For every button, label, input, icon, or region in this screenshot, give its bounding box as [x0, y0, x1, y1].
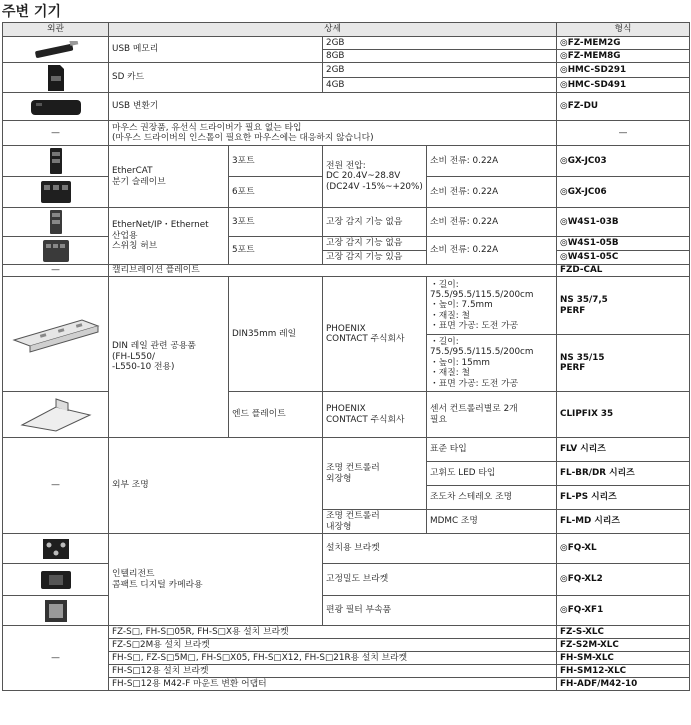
polarizing-filter-image — [3, 596, 109, 626]
table-row — [3, 93, 690, 121]
usb-memory-option: 2GB — [323, 37, 557, 50]
table-row — [3, 63, 690, 78]
mouse-image: — — [3, 121, 109, 146]
switching-hub-fault: 고장 감지 기능 없음 — [323, 237, 427, 251]
usb-memory-image — [3, 37, 109, 63]
model-cell: ◎FQ-XF1 — [557, 596, 690, 626]
camera-bracket: 편광 필터 부속품 — [323, 596, 557, 626]
table-row — [3, 208, 690, 237]
table-row — [3, 121, 690, 146]
table-row — [3, 237, 690, 251]
model-cell: ◎FZ-DU — [557, 93, 690, 121]
switching-hub-port: 3포트 — [229, 208, 323, 237]
lighting-type: 조도차 스테레오 조명 — [427, 486, 557, 510]
switching-hub-port: 5포트 — [229, 237, 323, 265]
model-cell: ◎W4S1-05B — [557, 237, 690, 251]
bracket-description: FZ-S□, FH-S□05R, FH-S□X용 설치 브라켓 — [109, 626, 557, 639]
end-plate-maker: PHOENIX CONTACT 주식회사 — [323, 392, 427, 438]
ethercat-image — [3, 146, 109, 177]
switching-hub-icon — [46, 209, 66, 235]
lighting-type: MDMC 조명 — [427, 510, 557, 534]
switching-hub-fault: 고장 감지 기능 있음 — [323, 251, 427, 265]
end-plate-type: 엔드 플레이트 — [229, 392, 323, 438]
sd-card-option: 2GB — [323, 63, 557, 78]
din-rail-spec: ・길이: 75.5/95.5/115.5/200cm ・높이: 15mm ・재질: 철 ・표면 가공: 도전 가공 — [427, 335, 557, 392]
model-cell: NS 35/15 PERF — [557, 335, 690, 392]
bracket-description: FZ-S□2M용 설치 브라켓 — [109, 639, 557, 652]
table-row — [3, 392, 690, 438]
model-cell: ◎FQ-XL2 — [557, 564, 690, 596]
lighting-type: 표준 타입 — [427, 438, 557, 462]
model-cell: ◎HMC-SD491 — [557, 78, 690, 93]
usb-memory-name: USB 메모리 — [109, 37, 323, 63]
bracket-description: FH-S□12용 설치 브라켓 — [109, 665, 557, 678]
table-row — [3, 277, 690, 335]
switching-hub-fault: 고장 감지 기능 없음 — [323, 208, 427, 237]
ethercat-image — [3, 177, 109, 208]
usb-memory-icon — [31, 41, 81, 59]
model-cell: FZ-S-XLC — [557, 626, 690, 639]
model-cell: ◎HMC-SD291 — [557, 63, 690, 78]
camera-bracket-image — [3, 564, 109, 596]
din-rail-spec: ・길이: 75.5/95.5/115.5/200cm ・높이: 7.5mm ・재질: 철 ・표면 가공: 도전 가공 — [427, 277, 557, 335]
ethercat-slave-6port-icon — [39, 179, 73, 205]
model-cell: ◎FQ-XL — [557, 534, 690, 564]
lighting-name: 외부 조명 — [109, 438, 323, 534]
switching-hub-image — [3, 237, 109, 265]
table-row — [3, 438, 690, 462]
ethercat-name: EtherCAT 분기 슬레이브 — [109, 146, 229, 208]
usb-converter-name: USB 변환기 — [109, 93, 557, 121]
lighting-type: 고휘도 LED 타입 — [427, 462, 557, 486]
usb-converter-icon — [28, 96, 84, 118]
din-rail-maker: PHOENIX CONTACT 주식회사 — [323, 277, 427, 392]
model-cell: FL-MD 시리즈 — [557, 510, 690, 534]
lighting-internal: 조명 컨트롤러 내장형 — [323, 510, 427, 534]
model-cell: FH-SM-XLC — [557, 652, 690, 665]
ethercat-current: 소비 전류: 0.22A — [427, 177, 557, 208]
din-rail-type: DIN35mm 레일 — [229, 277, 323, 392]
table-row — [3, 534, 690, 564]
precision-bracket-icon — [39, 568, 73, 592]
table-row — [3, 146, 690, 177]
mounting-bracket-icon — [41, 537, 71, 561]
camera-bracket: 고정밀도 브라켓 — [323, 564, 557, 596]
end-plate-image — [3, 392, 109, 438]
din-rail-name: DIN 레일 관련 공용품 (FH-L550/ -L550-10 전용) — [109, 277, 229, 438]
header-model: 형식 — [557, 23, 690, 37]
switching-hub-current: 소비 전류: 0.22A — [427, 237, 557, 265]
model-cell: ◎W4S1-03B — [557, 208, 690, 237]
model-cell: ◎GX-JC06 — [557, 177, 690, 208]
calibration-image: — — [3, 265, 109, 277]
sd-card-option: 4GB — [323, 78, 557, 93]
sd-card-name: SD 카드 — [109, 63, 323, 93]
page-title: 주변 기기 — [2, 4, 61, 20]
sd-card-image — [3, 63, 109, 93]
end-plate-icon — [16, 395, 96, 435]
usb-converter-image — [3, 93, 109, 121]
model-cell: FZ-S2M-XLC — [557, 639, 690, 652]
model-cell: ◎W4S1-05C — [557, 251, 690, 265]
model-cell: NS 35/7,5 PERF — [557, 277, 690, 335]
model-cell: FLV 시리즈 — [557, 438, 690, 462]
switching-hub-name: EtherNet/IP・Ethernet 산업용 스위칭 허브 — [109, 208, 229, 265]
header-detail: 상세 — [109, 23, 557, 37]
model-cell: — — [557, 121, 690, 146]
mouse-description: 마우스 권장품, 유선식 드라이버가 필요 없는 타입 (마우스 드라이버의 인스톨이 필요한 마우스에는 대응하지 않습니다) — [109, 121, 557, 146]
header-row — [3, 23, 690, 37]
model-cell: ◎FZ-MEM8G — [557, 50, 690, 63]
bracket-description: FH-S□, FZ-S□5M□, FH-S□X05, FH-S□X12, FH-S□21R용 설치 브라켓 — [109, 652, 557, 665]
model-cell: FH-ADF/M42-10 — [557, 678, 690, 691]
switching-hub-5port-icon — [41, 238, 71, 264]
bracket-description: FH-S□12용 M42-F 마운트 변환 어댑터 — [109, 678, 557, 691]
header-appearance: 외관 — [3, 23, 109, 37]
ethercat-slave-icon — [46, 147, 66, 175]
switching-hub-current: 소비 전류: 0.22A — [427, 208, 557, 237]
model-cell: ◎GX-JC03 — [557, 146, 690, 177]
table-row — [3, 265, 690, 277]
lighting-image: — — [3, 438, 109, 534]
model-cell: FL-BR/DR 시리즈 — [557, 462, 690, 486]
usb-memory-option: 8GB — [323, 50, 557, 63]
ethercat-current: 소비 전류: 0.22A — [427, 146, 557, 177]
camera-name: 인텔리전트 콤팩트 디지털 카메라용 — [109, 534, 323, 626]
peripheral-table — [2, 22, 690, 691]
bracket-image: — — [3, 626, 109, 691]
table-row — [3, 596, 690, 626]
end-plate-spec: 센서 컨트롤러별로 2개 필요 — [427, 392, 557, 438]
ethercat-port: 6포트 — [229, 177, 323, 208]
model-cell: ◎FZ-MEM2G — [557, 37, 690, 50]
table-row — [3, 564, 690, 596]
camera-bracket-image — [3, 534, 109, 564]
model-cell: FH-SM12-XLC — [557, 665, 690, 678]
model-cell: CLIPFIX 35 — [557, 392, 690, 438]
sd-card-icon — [46, 64, 66, 92]
calibration-name: 캘리브레이션 플레이트 — [109, 265, 557, 277]
model-cell: FZD-CAL — [557, 265, 690, 277]
din-rail-image — [3, 277, 109, 392]
polarizing-filter-icon — [43, 598, 69, 624]
model-cell: FL-PS 시리즈 — [557, 486, 690, 510]
table-row — [3, 37, 690, 50]
ethercat-port: 3포트 — [229, 146, 323, 177]
lighting-external: 조명 컨트롤러 외장형 — [323, 438, 427, 510]
switching-hub-image — [3, 208, 109, 237]
din-rail-icon — [10, 310, 102, 358]
table-row — [3, 626, 690, 639]
ethercat-voltage: 전원 전압: DC 20.4V~28.8V (DC24V -15%~+20%) — [323, 146, 427, 208]
camera-bracket: 설치용 브라켓 — [323, 534, 557, 564]
